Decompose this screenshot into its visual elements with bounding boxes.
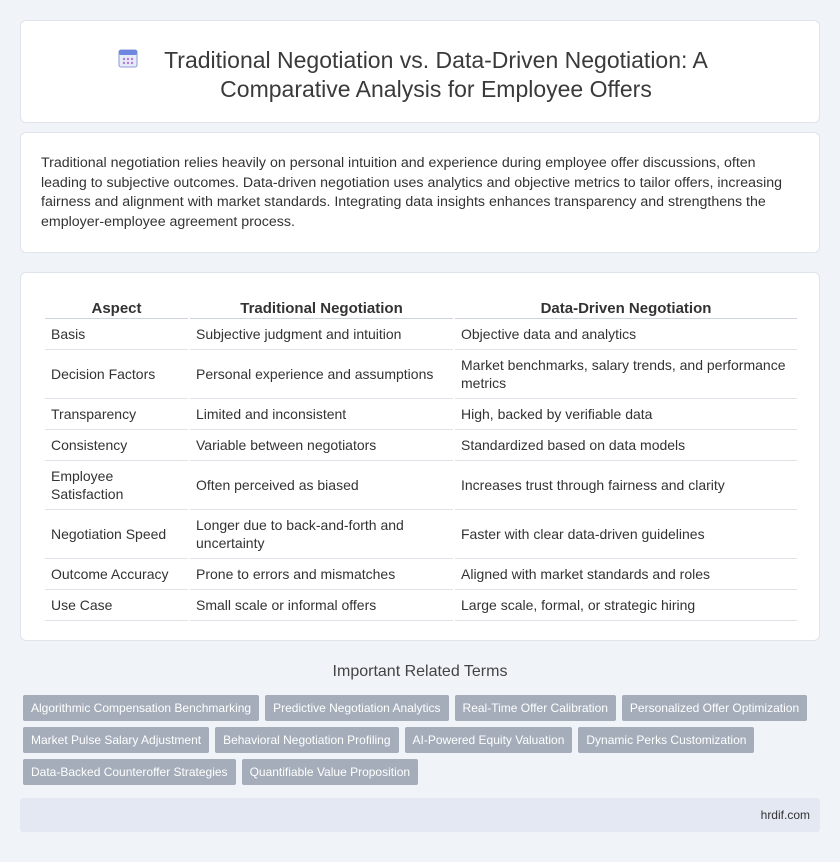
traditional-cell: Often perceived as biased [190, 461, 453, 510]
table-row [45, 319, 797, 350]
footer [20, 798, 820, 832]
term-tag[interactable]: Dynamic Perks Customization [578, 727, 754, 753]
intro-card [20, 132, 820, 253]
traditional-cell: Prone to errors and mismatches [190, 559, 453, 590]
title-card [20, 20, 820, 123]
term-tag[interactable]: Predictive Negotiation Analytics [265, 695, 448, 721]
header-traditional: Traditional Negotiation [190, 295, 453, 319]
table-row [45, 559, 797, 590]
term-tag[interactable]: Data-Backed Counteroffer Strategies [23, 759, 236, 785]
traditional-cell: Subjective judgment and intuition [190, 319, 453, 350]
page-title: Traditional Negotiation vs. Data-Driven Negotiation: A Comparative Analysis for Employee Offers [164, 47, 708, 102]
data-driven-cell: Faster with clear data-driven guidelines [455, 510, 797, 559]
related-terms-heading: Important Related Terms [332, 663, 508, 680]
table-row [45, 430, 797, 461]
aspect-cell: Negotiation Speed [45, 510, 188, 559]
tag-row [23, 727, 823, 753]
aspect-cell: Consistency [45, 430, 188, 461]
traditional-cell: Small scale or informal offers [190, 590, 453, 621]
table-row [45, 399, 797, 430]
term-tag[interactable]: AI-Powered Equity Valuation [405, 727, 573, 753]
aspect-cell: Employee Satisfaction [45, 461, 188, 510]
data-driven-cell: High, backed by verifiable data [455, 399, 797, 430]
term-tag[interactable]: Quantifiable Value Proposition [242, 759, 419, 785]
data-driven-cell: Large scale, formal, or strategic hiring [455, 590, 797, 621]
comparison-table [43, 295, 799, 621]
aspect-cell: Decision Factors [45, 350, 188, 399]
data-driven-cell: Objective data and analytics [455, 319, 797, 350]
term-tag[interactable]: Real-Time Offer Calibration [455, 695, 616, 721]
traditional-cell: Longer due to back-and-forth and uncertainty [190, 510, 453, 559]
table-row [45, 510, 797, 559]
aspect-cell: Transparency [45, 399, 188, 430]
aspect-cell: Use Case [45, 590, 188, 621]
traditional-cell: Variable between negotiators [190, 430, 453, 461]
comparison-card [20, 272, 820, 641]
data-driven-cell: Aligned with market standards and roles [455, 559, 797, 590]
table-header-row [45, 295, 797, 319]
tag-row [23, 695, 823, 721]
table-row [45, 350, 797, 399]
data-driven-cell: Market benchmarks, salary trends, and performance metrics [455, 350, 797, 399]
term-tag[interactable]: Behavioral Negotiation Profiling [215, 727, 398, 753]
table-row [45, 461, 797, 510]
traditional-cell: Personal experience and assumptions [190, 350, 453, 399]
term-tag[interactable]: Algorithmic Compensation Benchmarking [23, 695, 259, 721]
data-driven-cell: Standardized based on data models [455, 430, 797, 461]
header-aspect: Aspect [45, 295, 188, 319]
related-terms-list [23, 695, 823, 791]
term-tag[interactable]: Market Pulse Salary Adjustment [23, 727, 209, 753]
tag-row [23, 759, 823, 785]
table-row [45, 590, 797, 621]
aspect-cell: Outcome Accuracy [45, 559, 188, 590]
term-tag[interactable]: Personalized Offer Optimization [622, 695, 807, 721]
aspect-cell: Basis [45, 319, 188, 350]
data-driven-cell: Increases trust through fairness and clarity [455, 461, 797, 510]
site-link[interactable]: hrdif.com [760, 808, 810, 822]
header-data-driven: Data-Driven Negotiation [455, 295, 797, 319]
traditional-cell: Limited and inconsistent [190, 399, 453, 430]
intro-paragraph: Traditional negotiation relies heavily on personal intuition and experience during employee offer discussions, often leading to subjective outcomes. Data-driven negotiation uses analytics and objective metrics to tailor offers, increasing fairness and alignment with market standards. Integrating data insights enhances transparency and strengthens the employer-employee agreement process. [41, 155, 783, 230]
